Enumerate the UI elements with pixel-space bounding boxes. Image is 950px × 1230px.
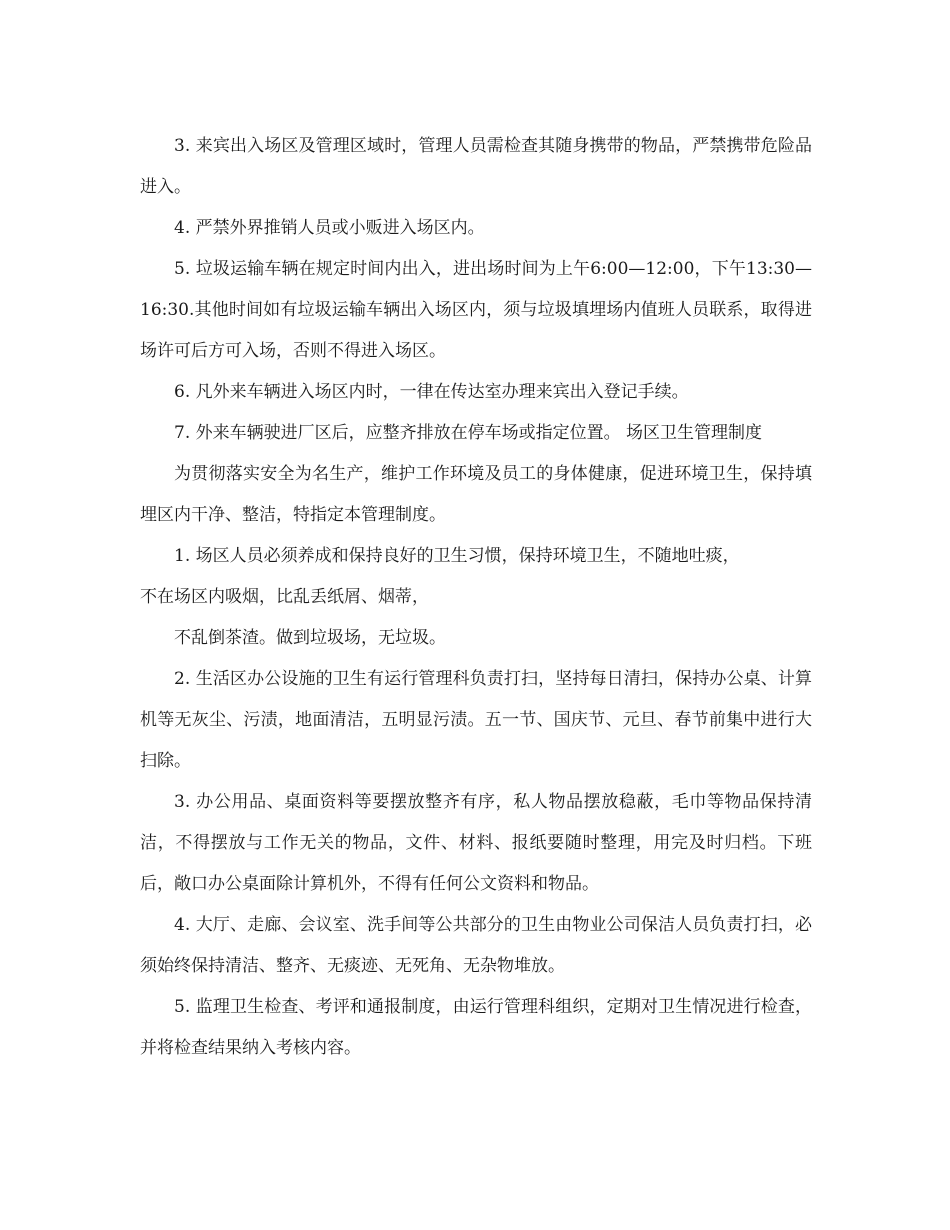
paragraph-rule-6-registration: 6. 凡外来车辆进入场区内时，一律在传达室办理来宾出入登记手续。 (174, 382, 689, 402)
paragraph-rule-3-visitors: 3. 来宾出入场区及管理区域时，管理人员需检查其随身携带的物品，严禁携带危险品进入。 (140, 136, 812, 197)
document-body (140, 126, 812, 1069)
paragraph-hygiene-rule-3: 3. 办公用品、桌面资料等要摆放整齐有序，私人物品摆放稳蔽，毛巾等物品保持清洁，不得摆放与工作无关的物品，文件、材料、报纸要随时整理，用完及时归档。下班后，敞口办公桌面除计算机外，不得有任何公文资料和物品。 (140, 792, 812, 894)
paragraph-rule-5-garbage-trucks: 5. 垃圾运输车辆在规定时间内出入，进出场时间为上午6:00—12:00，下午13:30—16:30.其他时间如有垃圾运输车辆出入场区内，须与垃圾填埋场内值班人员联系，取得进场许可后方可入场，否则不得进入场区。 (140, 259, 812, 361)
paragraph-hygiene-intro: 为贯彻落实安全为名生产，维护工作环境及员工的身体健康，促进环境卫生，保持填埋区内干净、整洁，特指定本管理制度。 (140, 464, 812, 525)
paragraph-hygiene-rule-5: 5. 监理卫生检查、考评和通报制度，由运行管理科组织，定期对卫生情况进行检查，并将检查结果纳入考核内容。 (140, 997, 812, 1058)
paragraph-hygiene-rule-1-cont: 不在场区内吸烟，比乱丢纸屑、烟蒂， (140, 587, 429, 607)
paragraph-rule-4-vendors: 4. 严禁外界推销人员或小贩进入场区内。 (174, 218, 485, 238)
paragraph-hygiene-rule-1: 1. 场区人员必须养成和保持良好的卫生习惯，保持环境卫生，不随地吐痰， (174, 546, 740, 566)
paragraph-rule-7-parking: 7. 外来车辆驶进厂区后，应整齐排放在停车场或指定位置。 场区卫生管理制度 (174, 423, 763, 443)
paragraph-hygiene-rule-1-end: 不乱倒茶渣。做到垃圾场，无垃圾。 (174, 628, 446, 648)
paragraph-hygiene-rule-2: 2. 生活区办公设施的卫生有运行管理科负责打扫，坚持每日清扫，保持办公桌、计算机等无灰尘、污渍，地面清洁，五明显污渍。五一节、国庆节、元旦、春节前集中进行大扫除。 (140, 669, 812, 771)
paragraph-hygiene-rule-4: 4. 大厅、走廊、会议室、洗手间等公共部分的卫生由物业公司保洁人员负责打扫，必须始终保持清洁、整齐、无痰迹、无死角、无杂物堆放。 (140, 915, 812, 976)
